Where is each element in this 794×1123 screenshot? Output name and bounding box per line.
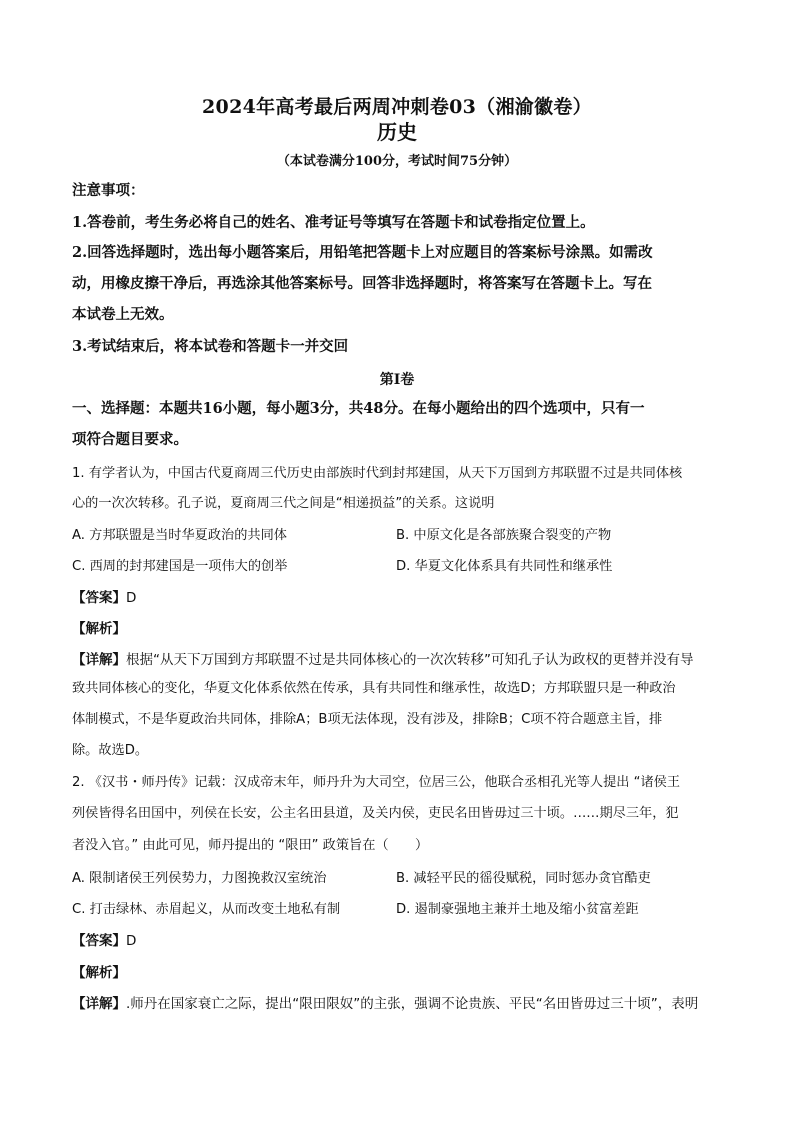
q1-stem-line-1: 1. 有学者认为，中国古代夏商周三代历史由部族时代到封邦建国，从天下万国到方邦联盟不过是共同体核	[72, 466, 683, 481]
q2-option-a: A. 限制诸侯王列侯势力，力图挽救汉室统治	[72, 871, 327, 886]
q2-answer-row	[72, 929, 136, 949]
q1-detail-line-3: 体制模式，不是华夏政治共同体，排除A；B项无法体现，没有涉及，排除B；C项不符合题意主旨，排	[72, 712, 663, 727]
q2-option-b: B. 减轻平民的徭役赋税，同时惩办贪官酷吏	[396, 871, 651, 886]
q2-answer-value: D	[126, 933, 137, 949]
q2-detail-label: 【详解】	[72, 996, 126, 1012]
notes-heading: 注意事项：	[72, 182, 145, 199]
q1-option-d: D. 华夏文化体系具有共同性和继承性	[396, 559, 613, 574]
q1-detail-line-4: 除。故选D。	[72, 743, 149, 758]
exam-meta: （本试卷满分100分，考试时间75分钟）	[276, 154, 518, 169]
notes-item-3: 3.考试结束后，将本试卷和答题卡一并交回	[72, 338, 349, 355]
notes-item-2-line-1: 2.回答选择题时，选出每小题答案后，用铅笔把答题卡上对应题目的答案标号涂黑。如需改	[72, 244, 653, 261]
q1-detail-line-2: 致共同体核心的变化，华夏文化体系依然在传承，具有共同性和继承性，故选D；方邦联盟只是一种政治	[72, 681, 676, 696]
q1-answer-value: D	[126, 590, 137, 606]
section-heading-line-1: 一、选择题：本题共16小题，每小题3分，共48分。在每小题给出的四个选项中，只有一	[72, 400, 645, 417]
q2-stem-line-2: 列侯皆得名田国中，列侯在长安，公主名田县道，及关内侯，吏民名田皆毋过三十顷。……期尽三年，犯	[72, 806, 679, 821]
q1-stem-line-2: 心的一次次转移。孔子说，夏商周三代之间是“相递损益”的关系。这说明	[72, 496, 495, 511]
q2-stem-line-3: 者没入官。” 由此可见，师丹提出的 “限田” 政策旨在（ ）	[72, 838, 429, 853]
notes-item-2-line-3: 本试卷上无效。	[72, 306, 174, 323]
volume-heading: 第Ⅰ卷	[379, 372, 415, 388]
q1-option-c: C. 西周的封邦建国是一项伟大的创举	[72, 559, 288, 574]
q1-detail-line-1	[72, 648, 694, 668]
q1-option-a: A. 方邦联盟是当时华夏政治的共同体	[72, 528, 287, 543]
q2-answer-label: 【答案】	[72, 933, 126, 949]
notes-item-1: 1.答卷前，考生务必将自己的姓名、准考证号等填写在答题卡和试卷指定位置上。	[72, 214, 595, 231]
q1-detail-text-1: 根据“从天下万国到方邦联盟不过是共同体核心的一次次转移”可知孔子认为政权的更替并没有导	[126, 652, 694, 668]
q2-option-c: C. 打击绿林、赤眉起义，从而改变土地私有制	[72, 902, 341, 917]
q2-analysis-row	[72, 961, 126, 981]
q2-option-d: D. 遏制豪强地主兼并土地及缩小贫富差距	[396, 902, 639, 917]
q1-analysis-label: 【解析】	[72, 621, 126, 637]
q1-analysis-row	[72, 617, 126, 637]
q2-analysis-label: 【解析】	[72, 965, 126, 981]
q1-answer-label: 【答案】	[72, 590, 126, 606]
q1-detail-label: 【详解】	[72, 652, 126, 668]
q2-stem-line-1: 2. 《汉书・师丹传》记载：汉成帝末年，师丹升为大司空，位居三公，他联合丞相孔光等人提出 “诸侯王	[72, 775, 681, 790]
notes-item-2-line-2: 动，用橡皮擦干净后，再选涂其他答案标号。回答非选择题时，将答案写在答题卡上。写在	[72, 275, 652, 292]
subject-title: 历史	[377, 120, 417, 144]
section-heading-line-2: 项符合题目要求。	[72, 431, 188, 448]
exam-title: 2024年高考最后两周冲刺卷03（湘渝徽卷）	[202, 96, 592, 118]
q1-option-b: B. 中原文化是各部族聚合裂变的产物	[396, 528, 612, 543]
q2-detail-text-1: .师丹在国家衰亡之际，提出“限田限奴”的主张，强调不论贵族、平民“名田皆毋过三十顷”，表明	[126, 996, 699, 1012]
q1-answer-row	[72, 586, 136, 606]
q2-detail-line-1	[72, 992, 698, 1012]
